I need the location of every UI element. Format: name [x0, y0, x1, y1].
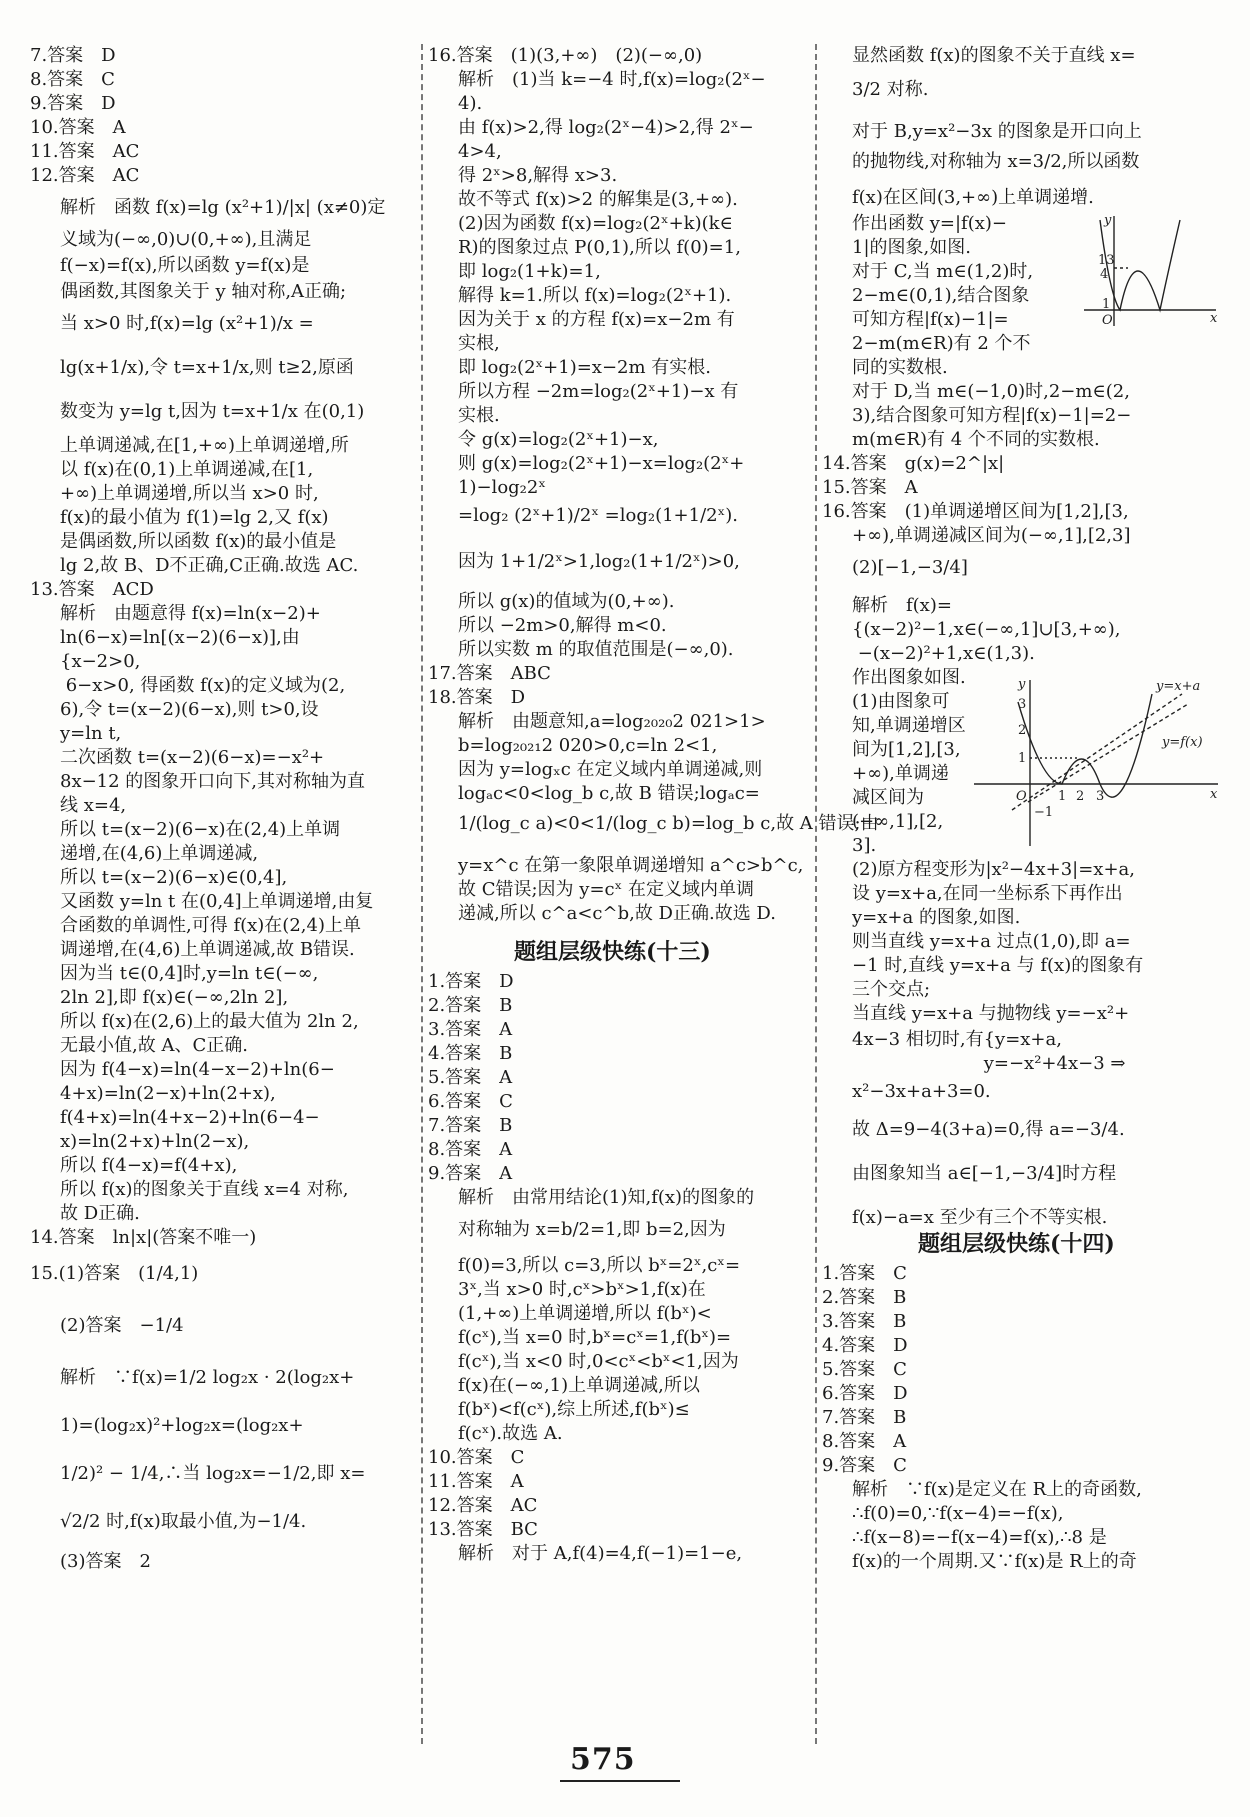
text-line: (2)原方程变形为|x²−4x+3|=x+a, — [852, 859, 1135, 880]
text-line: 所以 t=(x−2)(6−x)∈(0,4], — [60, 867, 288, 888]
text-line: 即 log₂(2ˣ+1)=x−2m 有实根. — [458, 357, 711, 378]
page-number-underline — [560, 1780, 680, 1782]
text-line: 所以实数 m 的取值范围是(−∞,0). — [458, 639, 734, 660]
text-line: 所以 f(x)的图象关于直线 x=4 对称, — [60, 1179, 349, 1200]
text-line: 14.答案 ln|x|(答案不唯一) — [30, 1227, 257, 1248]
text-line: 因为 1+1/2ˣ>1,log₂(1+1/2ˣ)>0, — [458, 551, 740, 572]
text-line: 1|的图象,如图. — [852, 237, 971, 258]
text-line: −1 时,直线 y=x+a 与 f(x)的图象有 — [852, 955, 1144, 976]
text-line: 设 y=x+a,在同一坐标系下再作出 — [852, 883, 1123, 904]
text-line: f(−x)=f(x),所以函数 y=f(x)是 — [60, 255, 310, 276]
column-divider — [815, 44, 817, 1744]
text-line: 解析 由题意得 f(x)=ln(x−2)+ — [60, 603, 321, 624]
text-line: 10.答案 C — [428, 1447, 525, 1468]
text-line: +∞),单调递 — [852, 763, 949, 784]
text-line: 8.答案 A — [428, 1139, 513, 1160]
text-line: 间为[1,2],[3, — [852, 739, 961, 760]
text-line: 解析 由常用结论(1)知,f(x)的图象的 — [458, 1187, 755, 1208]
graph-figure-1 — [1080, 212, 1220, 332]
text-line: 的抛物线,对称轴为 x=3/2,所以函数 — [852, 151, 1140, 172]
text-line: 所以 f(4−x)=f(4+x), — [60, 1155, 238, 1176]
text-line: 显然函数 f(x)的图象不关于直线 x= — [852, 45, 1136, 66]
text-line: 6.答案 C — [428, 1091, 513, 1112]
text-line: 因为 y=logₓc 在定义域内单调递减,则 — [458, 759, 763, 780]
x-label: x — [1210, 787, 1218, 802]
text-line: y=x^c 在第一象限单调递增知 a^c>b^c, — [458, 855, 804, 876]
text-line: lg(x+1/x),令 t=x+1/x,则 t≥2,原函 — [60, 357, 354, 378]
text-line: 1/2)² − 1/4,∴当 log₂x=−1/2,即 x= — [60, 1463, 366, 1484]
text-line: 6),令 t=(x−2)(6−x),则 t>0,设 — [60, 699, 319, 720]
text-line: 解析 ∵f(x)是定义在 R上的奇函数, — [852, 1479, 1142, 1500]
text-line: 递减,所以 c^a<c^b,故 D正确.故选 D. — [458, 903, 776, 924]
tick-label: 3 — [1018, 697, 1027, 712]
text-line: 又函数 y=ln t 在(0,4]上单调递增,由复 — [60, 891, 374, 912]
text-line: 1)=(log₂x)²+log₂x=(log₂x+ — [60, 1415, 304, 1436]
text-line: 8.答案 A — [822, 1431, 907, 1452]
tick-label: 3 — [1096, 789, 1105, 804]
text-line: 调递增,在(4,6)上单调递减,故 B错误. — [60, 939, 355, 960]
text-line: R)的图象过点 P(0,1),所以 f(0)=1, — [458, 237, 741, 258]
text-line: (2)[−1,−3/4] — [852, 557, 968, 578]
text-line: 18.答案 D — [428, 687, 526, 708]
text-line: 同的实数根. — [852, 357, 948, 378]
text-line: 16.答案 (1)(3,+∞) (2)(−∞,0) — [428, 45, 703, 66]
text-line: (2)答案 −1/4 — [60, 1315, 184, 1336]
text-line: 15.答案 A — [822, 477, 918, 498]
text-line: 二次函数 t=(x−2)(6−x)=−x²+ — [60, 747, 325, 768]
text-line: 对于 D,当 m∈(−1,0)时,2−m∈(2, — [852, 381, 1130, 402]
text-line: 16.答案 (1)单调递增区间为[1,2],[3, — [822, 501, 1129, 522]
text-line: 所以方程 −2m=log₂(2ˣ+1)−x 有 — [458, 381, 739, 402]
text-line: 实根, — [458, 333, 500, 354]
text-line: 15.(1)答案 (1/4,1) — [30, 1263, 199, 1284]
text-line: (−∞,1],[2, — [852, 811, 944, 832]
text-line: 以 f(x)在(0,1)上单调递减,在[1, — [60, 459, 314, 480]
text-line: 12.答案 AC — [30, 165, 140, 186]
text-line: −(x−2)²+1,x∈(1,3). — [852, 643, 1035, 664]
tick-label: 13 — [1098, 253, 1115, 268]
x-label: x — [1210, 311, 1218, 326]
y-label: y — [1104, 213, 1112, 228]
text-line: 由 f(x)>2,得 log₂(2ˣ−4)>2,得 2ˣ− — [458, 117, 754, 138]
text-line: 故不等式 f(x)>2 的解集是(3,+∞). — [458, 189, 738, 210]
column-divider — [421, 44, 423, 1744]
text-line: 11.答案 A — [428, 1471, 524, 1492]
tick-label: 2 — [1076, 789, 1085, 804]
text-line: 令 g(x)=log₂(2ˣ+1)−x, — [458, 429, 659, 450]
text-line: 9.答案 A — [428, 1163, 513, 1184]
text-line: 4+x)=ln(2−x)+ln(2+x), — [60, 1083, 276, 1104]
text-line: f(bˣ)<f(cˣ),综上所述,f(bˣ)≤ — [458, 1399, 690, 1420]
text-line: lg 2,故 B、D不正确,C正确.故选 AC. — [60, 555, 359, 576]
text-line: ln(6−x)=ln[(x−2)(6−x)],由 — [60, 627, 300, 648]
text-line: 8.答案 C — [30, 69, 115, 90]
text-line: 所以 f(x)在(2,6)上的最大值为 2ln 2, — [60, 1011, 359, 1032]
text-line: 无最小值,故 A、C正确. — [60, 1035, 248, 1056]
text-line: (1,+∞)上单调递增,所以 f(bˣ)< — [458, 1303, 712, 1324]
text-line: 因为关于 x 的方程 f(x)=x−2m 有 — [458, 309, 735, 330]
tick-label: 1 — [1058, 789, 1067, 804]
line-label: y=x+a — [1156, 679, 1201, 694]
text-line: 所以 g(x)的值域为(0,+∞). — [458, 591, 675, 612]
text-line: f(x)在(−∞,1)上单调递减,所以 — [458, 1375, 700, 1396]
text-line: ∴f(0)=0,∵f(x−4)=−f(x), — [852, 1503, 1064, 1524]
text-line: 对称轴为 x=b/2=1,即 b=2,因为 — [458, 1219, 726, 1240]
text-line: 2−m(m∈R)有 2 个不 — [852, 333, 1031, 354]
tangent-line — [1028, 704, 1188, 802]
text-line: 合函数的单调性,可得 f(x)在(2,4)上单 — [60, 915, 361, 936]
text-line: 4). — [458, 93, 483, 114]
text-line: 解得 k=1.所以 f(x)=log₂(2ˣ+1). — [458, 285, 732, 306]
text-line: 2ln 2],即 f(x)∈(−∞,2ln 2], — [60, 987, 289, 1008]
text-line: 13.答案 BC — [428, 1519, 538, 1540]
text-line: 偶函数,其图象关于 y 轴对称,A正确; — [60, 281, 347, 302]
text-line: b=log₂₀₂₁2 020>0,c=ln 2<1, — [458, 735, 718, 756]
section-heading: 题组层级快练(十三) — [514, 939, 711, 965]
f-curve — [1018, 694, 1152, 797]
text-line: 可知方程|f(x)−1|= — [852, 309, 1009, 330]
text-line: 9.答案 C — [822, 1455, 907, 1476]
curve-label: y=f(x) — [1162, 735, 1203, 750]
text-line: 则当直线 y=x+a 过点(1,0),即 a= — [852, 931, 1131, 952]
tick-label: 1 — [1018, 751, 1027, 766]
text-line: {x−2>0, — [60, 651, 141, 672]
text-line: 1.答案 C — [822, 1263, 907, 1284]
text-line: 所以 −2m>0,解得 m<0. — [458, 615, 667, 636]
tick-label: 2 — [1018, 723, 1027, 738]
text-line: 12.答案 AC — [428, 1495, 538, 1516]
text-line: 7.答案 B — [822, 1407, 907, 1428]
text-line: 4.答案 B — [428, 1043, 513, 1064]
text-line: 6−x>0, 得函数 f(x)的定义域为(2, — [60, 675, 346, 696]
text-line: 则 g(x)=log₂(2ˣ+1)−x=log₂(2ˣ+ — [458, 453, 745, 474]
text-line: f(cˣ),当 x=0 时,bˣ=cˣ=1,f(bˣ)= — [458, 1327, 732, 1348]
text-line: 11.答案 AC — [30, 141, 140, 162]
text-line: 上单调递减,在[1,+∞)上单调递增,所 — [60, 435, 349, 456]
text-line: 2−m∈(0,1),结合图象 — [852, 285, 1030, 306]
text-line: 三个交点; — [852, 979, 931, 1000]
text-line: 作出图象如图. — [852, 667, 966, 688]
text-line: 8x−12 的图象开口向下,其对称轴为直 — [60, 771, 366, 792]
text-line: f(x)的最小值为 f(1)=lg 2,又 f(x) — [60, 507, 329, 528]
text-line: f(x)在区间(3,+∞)上单调递增. — [852, 187, 1094, 208]
text-line: 因为当 t∈(0,4]时,y=ln t∈(−∞, — [60, 963, 319, 984]
text-line: 解析 由题意知,a=log₂₀₂₀2 021>1> — [458, 711, 766, 732]
text-line: +∞),单调递减区间为(−∞,1],[2,3] — [852, 525, 1131, 546]
text-line: f(x)的一个周期.又∵f(x)是 R上的奇 — [852, 1551, 1137, 1572]
section-heading: 题组层级快练(十四) — [918, 1231, 1115, 1257]
text-line: 减区间为 — [852, 787, 924, 808]
text-line: 1.答案 D — [428, 971, 514, 992]
text-line: 作出函数 y=|f(x)− — [852, 213, 1007, 234]
text-line: 2.答案 B — [428, 995, 513, 1016]
text-line: y=x+a 的图象,如图. — [852, 907, 1021, 928]
text-line: m(m∈R)有 4 个不同的实数根. — [852, 429, 1100, 450]
text-line: 递增,在(4,6)上单调递减, — [60, 843, 259, 864]
text-line: 3),结合图象可知方程|f(x)−1|=2− — [852, 405, 1132, 426]
text-line: {(x−2)²−1,x∈(−∞,1]∪[3,+∞), — [852, 619, 1121, 640]
text-line: 对于 B,y=x²−3x 的图象是开口向上 — [852, 121, 1142, 142]
text-line: 10.答案 A — [30, 117, 126, 138]
text-line: 故 C错误;因为 y=cˣ 在定义域内单调 — [458, 879, 754, 900]
text-line: 14.答案 g(x)=2^|x| — [822, 453, 1005, 474]
text-line: 7.答案 D — [30, 45, 116, 66]
text-line: 6.答案 D — [822, 1383, 908, 1404]
text-line: 得 2ˣ>8,解得 x>3. — [458, 165, 618, 186]
text-line: x)=ln(2+x)+ln(2−x), — [60, 1131, 250, 1152]
text-line: 5.答案 C — [822, 1359, 907, 1380]
text-line: 解析 ∵f(x)=1/2 log₂x · 2(log₂x+ — [60, 1367, 355, 1388]
text-line: 故 Δ=9−4(3+a)=0,得 a=−3/4. — [852, 1119, 1125, 1140]
text-line: 因为 f(4−x)=ln(4−x−2)+ln(6− — [60, 1059, 335, 1080]
text-line: x²−3x+a+3=0. — [852, 1081, 991, 1102]
text-line: 是偶函数,所以函数 f(x)的最小值是 — [60, 531, 337, 552]
text-line: 由图象知当 a∈[−1,−3/4]时方程 — [852, 1163, 1117, 1184]
text-line: 1)−log₂2ˣ — [458, 477, 546, 498]
text-line: 13.答案 ACD — [30, 579, 154, 600]
text-line: 3ˣ,当 x>0 时,cˣ>bˣ>1,f(x)在 — [458, 1279, 706, 1300]
text-line: 3/2 对称. — [852, 79, 929, 100]
origin-label: O — [1102, 313, 1113, 328]
text-line: 即 log₂(1+k)=1, — [458, 261, 601, 282]
text-line: 当 x>0 时,f(x)=lg (x²+1)/x = — [60, 313, 314, 334]
text-line: 对于 C,当 m∈(1,2)时, — [852, 261, 1034, 282]
text-line: f(cˣ).故选 A. — [458, 1423, 563, 1444]
origin-label: O — [1016, 789, 1027, 804]
text-line: (3)答案 2 — [60, 1551, 151, 1572]
y-label: y — [1018, 677, 1026, 692]
text-line: 7.答案 B — [428, 1115, 513, 1136]
text-line: =log₂ (2ˣ+1)/2ˣ =log₂(1+1/2ˣ). — [458, 505, 738, 526]
text-line: y=−x²+4x−3 ⇒ — [852, 1053, 1126, 1074]
text-line: (2)因为函数 f(x)=log₂(2ˣ+k)(k∈ — [458, 213, 733, 234]
text-line: 当直线 y=x+a 与抛物线 y=−x²+ — [852, 1003, 1130, 1024]
tick-label: −1 — [1034, 805, 1054, 820]
text-line: f(0)=3,所以 c=3,所以 bˣ=2ˣ,cˣ= — [458, 1255, 741, 1276]
text-line: 3.答案 B — [822, 1311, 907, 1332]
text-line: 3.答案 A — [428, 1019, 513, 1040]
text-line: 4x−3 相切时,有{y=x+a, — [852, 1029, 1062, 1050]
text-line: 4.答案 D — [822, 1335, 908, 1356]
text-line: 17.答案 ABC — [428, 663, 551, 684]
text-line: 知,单调递增区 — [852, 715, 966, 736]
text-line: 义域为(−∞,0)∪(0,+∞),且满足 — [60, 229, 312, 250]
text-line: √2/2 时,f(x)取最小值,为−1/4. — [60, 1511, 307, 1532]
tick-label: 1 — [1102, 297, 1111, 312]
text-line: (1)由图象可 — [852, 691, 950, 712]
text-line: 实根. — [458, 405, 500, 426]
text-line: f(cˣ),当 x<0 时,0<cˣ<bˣ<1,因为 — [458, 1351, 739, 1372]
tick-label: 4 — [1100, 267, 1109, 282]
text-line: +∞)上单调递增,所以当 x>0 时, — [60, 483, 319, 504]
text-line: logₐc<0<log_b c,故 B 错误;logₐc= — [458, 783, 760, 804]
text-line: 5.答案 A — [428, 1067, 513, 1088]
text-line: 解析 对于 A,f(4)=4,f(−1)=1−e, — [458, 1543, 743, 1564]
text-line: 4>4, — [458, 141, 502, 162]
text-line: f(x)−a=x 至少有三个不等实根. — [852, 1207, 1108, 1228]
text-line: 解析 f(x)= — [852, 595, 952, 616]
text-line: ∴f(x−8)=−f(x−4)=f(x),∴8 是 — [852, 1527, 1107, 1548]
graph-figure-2 — [972, 674, 1222, 854]
text-line: 解析 函数 f(x)=lg (x²+1)/|x| (x≠0)定 — [60, 197, 386, 218]
text-line: 线 x=4, — [60, 795, 127, 816]
text-line: 解析 (1)当 k=−4 时,f(x)=log₂(2ˣ− — [458, 69, 766, 90]
text-line: 所以 t=(x−2)(6−x)在(2,4)上单调 — [60, 819, 341, 840]
text-line: y=ln t, — [60, 723, 122, 744]
text-line: 1/(log_c a)<0<1/(log_c b)=log_b c,故 A 错误;由 — [458, 813, 879, 834]
text-line: 故 D正确. — [60, 1203, 140, 1224]
page-number: 575 — [570, 1742, 636, 1777]
text-line: 2.答案 B — [822, 1287, 907, 1308]
text-line: 9.答案 D — [30, 93, 116, 114]
text-line: 数变为 y=lg t,因为 t=x+1/x 在(0,1) — [60, 401, 365, 422]
text-line: f(4+x)=ln(4+x−2)+ln(6−4− — [60, 1107, 320, 1128]
text-line: 3]. — [852, 835, 877, 856]
